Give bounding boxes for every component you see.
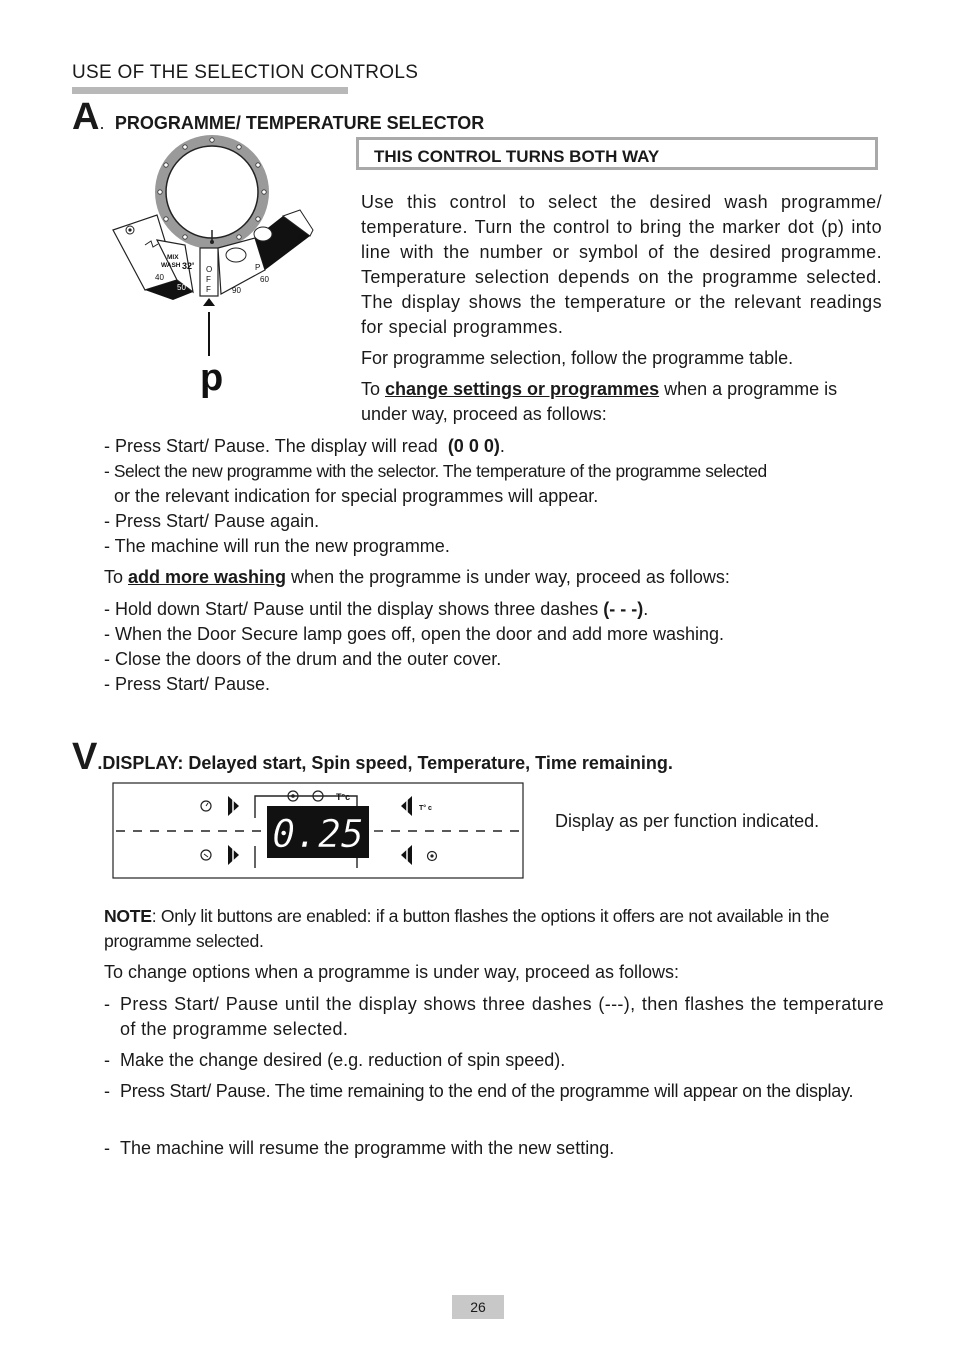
control-note-text: THIS CONTROL TURNS BOTH WAY xyxy=(374,147,660,166)
dial-label-50: 50 xyxy=(177,283,186,292)
dial-label-off-f1: F xyxy=(206,275,211,284)
dial-label-90: 90 xyxy=(232,286,241,295)
section-title: USE OF THE SELECTION CONTROLS xyxy=(72,62,419,83)
note-step-1: - Press Start/ Pause until the display shows three dashes (---), then flashes the temperature of the programme selected. xyxy=(104,994,884,1039)
add-step-4: - Press Start/ Pause. xyxy=(104,674,271,694)
dial-label-p: P xyxy=(255,263,261,272)
title-underline-bar xyxy=(72,87,348,94)
cloud-icon xyxy=(226,248,246,262)
section-v-title: .DISPLAY: Delayed start, Spin speed, Temperature, Time remaining. xyxy=(97,753,673,773)
add-step-2: - When the Door Secure lamp goes off, open the door and add more washing. xyxy=(104,624,725,644)
knob-marker-dot xyxy=(210,240,214,244)
section-a-letter: A xyxy=(72,96,100,138)
dial-label-mix: MIX xyxy=(167,254,179,261)
add-step-3: - Close the doors of the drum and the outer cover. xyxy=(104,649,502,669)
change-settings-link: change settings or programmes xyxy=(385,379,660,399)
marker-p-label: p xyxy=(200,357,224,399)
dial-label-off-o: O xyxy=(206,265,213,274)
dial-label-60a: 60 xyxy=(260,275,269,284)
dial-label-wash: WASH xyxy=(161,262,181,269)
change-step-2: - Select the new programme with the selector. The temperature of the programme selected xyxy=(104,461,767,481)
change-step-1: - Press Start/ Pause. The display will read (0 0 0). xyxy=(104,436,505,456)
page-number: 26 xyxy=(452,1295,504,1319)
display-caption: Display as per function indicated. xyxy=(555,811,820,831)
programme-dial-illustration xyxy=(105,130,325,400)
intro-paragraph: Use this control to select the desired wash programme/ temperature. Turn the control to bring the marker dot (p) into line with the number or symbol of the desired programme. Temperature selection depends on the programme selected. The display shows the temperature or the relevant readings for special programmes. xyxy=(361,192,882,337)
display-panel-illustration xyxy=(112,782,524,879)
section-a-title: PROGRAMME/ TEMPERATURE SELECTOR xyxy=(114,113,485,133)
wool-icon xyxy=(254,227,272,241)
lcd-value: 0.25 xyxy=(272,812,364,856)
section-v-heading xyxy=(72,738,673,776)
section-v-letter: V xyxy=(72,736,98,778)
note-step-3: - Press Start/ Pause. The time remaining to the end of the programme will appear on the display. xyxy=(104,1081,854,1101)
add-step-1: - Hold down Start/ Pause until the display shows three dashes (- - -). xyxy=(104,599,649,619)
note-change-intro: To change options when a programme is under way, proceed as follows: xyxy=(104,962,679,982)
dial-label-60b: 60 xyxy=(281,256,290,265)
section-a-dot: . xyxy=(99,113,105,133)
note-step-4: - The machine will resume the programme with the new setting. xyxy=(104,1138,615,1158)
note-label: NOTE xyxy=(104,906,152,926)
temp-top-label: T°c xyxy=(336,792,351,802)
change-step-2-cont: or the relevant indication for special programmes will appear. xyxy=(104,486,599,506)
change-settings-paragraph: To change settings or programmes when a programme is under way, proceed as follows: xyxy=(361,379,838,424)
temp-small-label: T° c xyxy=(419,805,432,812)
programme-table-note: For programme selection, follow the programme table. xyxy=(361,348,794,368)
add-washing-link: add more washing xyxy=(128,567,287,587)
dial-label-40a: 40 xyxy=(155,273,164,282)
note-step-2: - Make the change desired (e.g. reduction of spin speed). xyxy=(104,1050,566,1070)
dial-label-off-f2: F xyxy=(206,285,211,294)
dial-label-32: 32' xyxy=(182,261,195,271)
change-step-4: - The machine will run the new programme. xyxy=(104,536,450,556)
note-paragraph: NOTE: Only lit buttons are enabled: if a button flashes the options it offers are not available in the programme selected. xyxy=(104,906,830,951)
change-step-3: - Press Start/ Pause again. xyxy=(104,511,320,531)
marker-triangle xyxy=(203,298,215,306)
dial-label-40b: 40 xyxy=(297,233,306,242)
add-washing-paragraph: To add more washing when the programme is under way, proceed as follows: xyxy=(104,567,730,587)
dial-knob xyxy=(166,146,258,238)
